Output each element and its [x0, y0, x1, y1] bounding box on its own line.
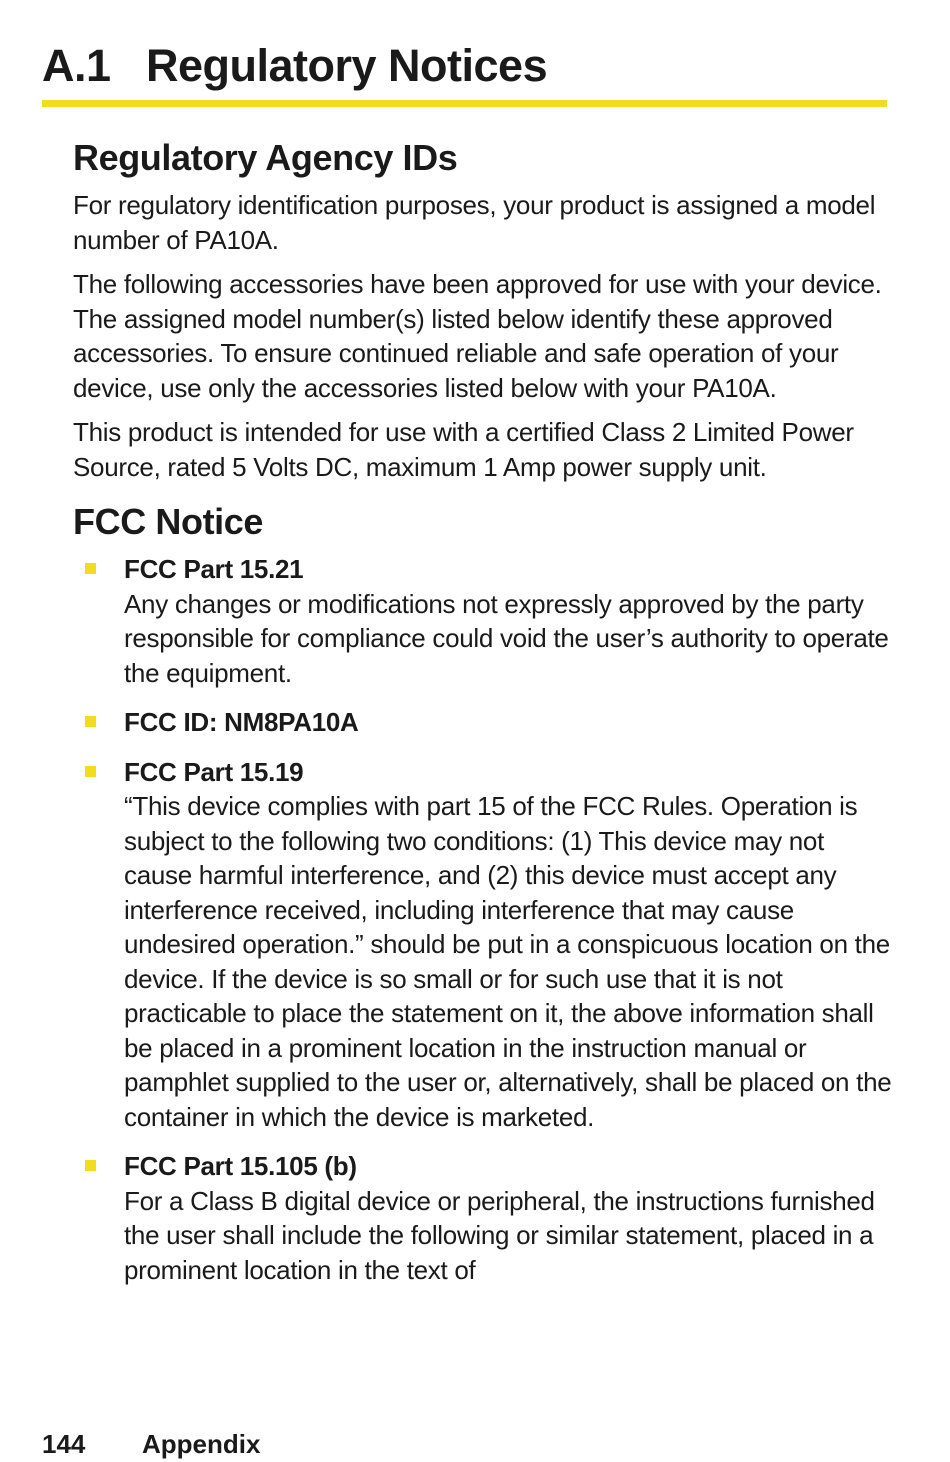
accessories-paragraph: The following accessories have been approved for use with your device. The assigned model number(s) listed below identify these approved accessories. To ensure continued reliable and safe operation of your device, use only the accessories listed below with your PA10A. [73, 269, 882, 403]
page-number: 144 [42, 1429, 86, 1459]
list-item [73, 755, 893, 1135]
section-number: A.1 [42, 40, 111, 91]
list-item-body: Any changes or modifications not expressly approved by the party responsible for compliance could void the user’s authority to operate the equipment. [124, 588, 889, 688]
list-item-title: FCC Part 15.21 [124, 554, 304, 584]
square-bullet-icon [85, 563, 96, 574]
list-item [73, 552, 893, 690]
section-title: Regulatory Notices [146, 40, 548, 91]
page-footer [42, 1426, 260, 1462]
agency-ids-heading: Regulatory Agency IDs [73, 137, 458, 178]
page-title [42, 36, 547, 96]
list-item-body: “This device complies with part 15 of the FCC Rules. Operation is subject to the following two conditions: (1) This device may not cause harmful interference, and (2) this device must accept any interference received, including interference that may cause undesired operation.” should be put in a conspicuous location on the device. If the device is so small or for such use that it is not practicable to place the statement on it, the above information shall be placed in a prominent location in the instruction manual or pamphlet supplied to the user or, alternatively, shall be placed on the container in which the device is marketed. [124, 791, 892, 1132]
fcc-notice-heading: FCC Notice [73, 501, 264, 542]
list-item [73, 1149, 893, 1287]
page-content [73, 132, 893, 1302]
power-source-paragraph: This product is intended for use with a certified Class 2 Limited Power Source, rated 5 Volts DC, maximum 1 Amp power supply unit. [73, 417, 854, 482]
square-bullet-icon [85, 766, 96, 777]
list-item-title: FCC ID: NM8PA10A [124, 707, 359, 737]
list-item-title: FCC Part 15.105 (b) [124, 1151, 357, 1181]
list-item-body: For a Class B digital device or peripheral, the instructions furnished the user shall include the following or similar statement, placed in a prominent location in the text of [124, 1185, 875, 1285]
list-item [73, 705, 893, 740]
fcc-notice-list [73, 552, 893, 1287]
title-underline-rule [42, 100, 887, 107]
model-number-paragraph: For regulatory identification purposes, your product is assigned a model number of PA10A. [73, 190, 876, 255]
square-bullet-icon [85, 1160, 96, 1171]
square-bullet-icon [85, 716, 96, 727]
list-item-title: FCC Part 15.19 [124, 756, 304, 787]
footer-section-label: Appendix [142, 1429, 261, 1459]
